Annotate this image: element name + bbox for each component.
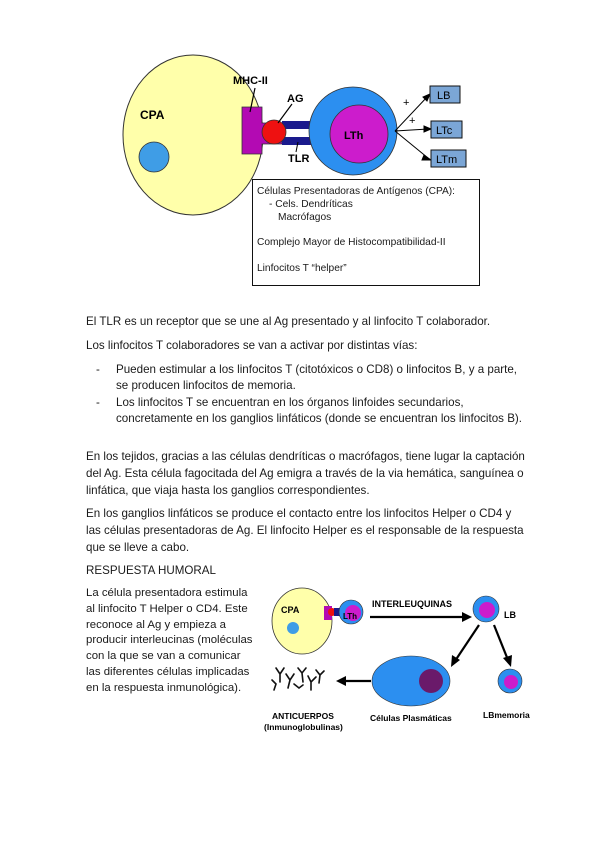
- activation-arrows: [395, 94, 431, 160]
- plasma-nucleus: [419, 669, 443, 693]
- list-item: [86, 362, 526, 393]
- lth-label: LTh: [344, 130, 364, 142]
- ag-pointer: [278, 104, 292, 123]
- legend-cpa: Células Presentadoras de Antígenos (CPA):: [257, 186, 456, 197]
- ltm-box-label: LTm: [436, 154, 458, 166]
- diagram-legend: [252, 179, 480, 286]
- cpa-nucleus: [287, 622, 299, 634]
- legend-dendriticas: - Cels. Dendríticas: [269, 199, 353, 210]
- activation-list: [86, 362, 526, 428]
- cpa-cell: [272, 588, 332, 654]
- lb-label: LB: [504, 610, 516, 620]
- bullet-text: Los linfocitos T se encuentran en los órganos linfoides secundarios, concretamente en los ganglios linfáticos (donde se encuentran los linfocitos B).: [116, 396, 523, 425]
- legend-helper: Linfocitos T “helper”: [257, 263, 347, 274]
- arrow-to-memoria: [494, 625, 508, 660]
- lb-nucleus: [479, 602, 495, 618]
- section-heading: RESPUESTA HUMORAL: [86, 564, 216, 577]
- legend-mhc: Complejo Mayor de Histocompatibilidad-II: [257, 237, 446, 248]
- ag-label: AG: [287, 93, 304, 105]
- cpa-label: CPA: [140, 108, 165, 122]
- paragraph-tejidos: En los tejidos, gracias a las células dendríticas o macrófagos, tiene lugar la captación del Ag. Esta célula fagocitada del Ag emigra a través de la via hemática, sanguínea o linfática, que viaja hasta los ganglios correspondientes.: [86, 450, 525, 497]
- anticuerpos-label: ANTICUERPOS: [272, 711, 334, 721]
- cpa-label: CPA: [281, 605, 300, 615]
- plus-sign-2: +: [409, 115, 416, 127]
- interleuquinas-label: INTERLEUQUINAS: [372, 599, 453, 609]
- lbmemoria-label: LBmemoria: [483, 710, 530, 720]
- plasmaticas-label: Células Plasmáticas: [370, 713, 452, 723]
- cpa-nucleus: [139, 142, 169, 172]
- humoral-response-diagram: [262, 582, 544, 740]
- arrow-to-antibodies-head: [336, 676, 346, 686]
- lbmemoria-nucleus: [504, 675, 518, 689]
- legend-macrofagos: Macrófagos: [278, 212, 332, 223]
- arrow-to-plasma: [455, 625, 479, 661]
- paragraph-activation: Los linfocitos T colaboradores se van a activar por distintas vías:: [86, 339, 418, 352]
- bullet-text: Pueden estimular a los linfocitos T (citotóxicos o CD8) o linfocitos B, y a parte, se producen linfocitos de memoria.: [116, 363, 518, 392]
- ltc-box-label: LTc: [436, 125, 453, 137]
- bullet-marker: -: [96, 396, 100, 410]
- bullet-marker: -: [96, 363, 100, 376]
- paragraph-ganglios: En los ganglios linfáticos se produce el contacto entre los linfocitos Helper o CD4 y las células presentadoras de Ag. El linfocito Helper es el responsable de la respuesta que se lleve a cabo.: [86, 507, 524, 554]
- arrow-to-memoria-head: [503, 655, 512, 667]
- lb-box-label: LB: [437, 90, 451, 102]
- tlr-label: TLR: [288, 153, 310, 165]
- lth-label: LTh: [343, 612, 358, 621]
- tlr-gap: [282, 129, 312, 137]
- paragraph-tlr: El TLR es un receptor que se une al Ag presentado y al linfocito T colaborador.: [86, 315, 491, 328]
- antibody-icons: [272, 668, 324, 690]
- list-item: [86, 395, 526, 426]
- mhc-ii-label: MHC-II: [233, 75, 268, 87]
- antigen: [262, 120, 286, 144]
- inmunoglobulinas-label: (Inmunoglobulinas): [264, 722, 343, 732]
- side-paragraph: La célula presentadora estimula al linfocito T Helper o CD4. Este reconoce al Ag y empieza a producir interleucinas (moléculas con la que se van a comunicar las diferentes células implicadas en la respuesta inmunológica).: [86, 587, 253, 694]
- plus-sign-1: +: [403, 97, 410, 109]
- interleuquinas-arrowhead: [462, 612, 472, 622]
